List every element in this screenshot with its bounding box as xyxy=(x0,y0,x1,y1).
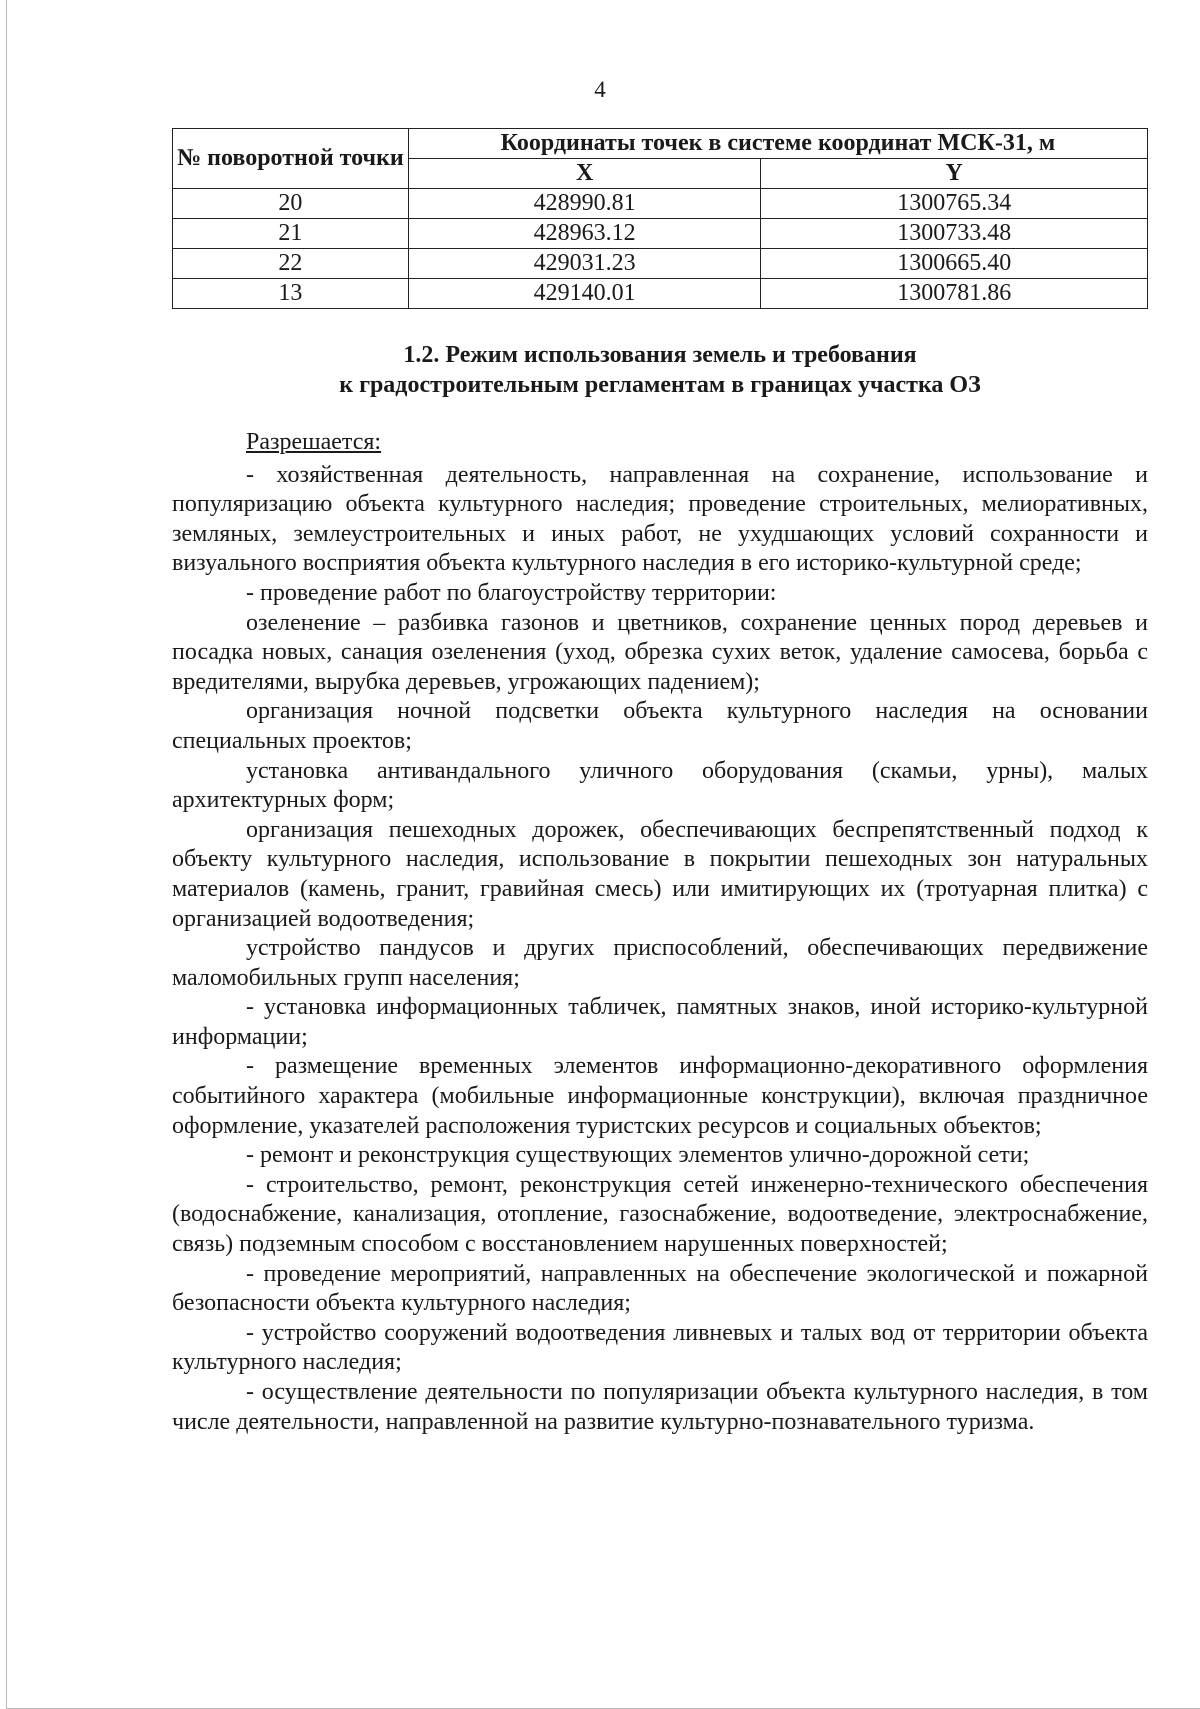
cell-y: 1300733.48 xyxy=(761,219,1148,249)
allowed-label: Разрешается: xyxy=(246,429,382,455)
paragraph: устройство пандусов и других приспособлений, обеспечивающих передвижение маломобильных групп населения; xyxy=(172,935,1148,991)
header-point-number: № поворотной точки xyxy=(173,129,409,189)
cell-point: 22 xyxy=(173,249,409,279)
paragraph: озеленение – разбивка газонов и цветников, сохранение ценных пород деревьев и посадка новых, санация озеленения (уход, обрезка сухих веток, удаление самосева, борьба с вредителями, вырубка деревьев, угрожающих падением); xyxy=(172,609,1148,695)
paragraph: - строительство, ремонт, реконструкция сетей инженерно-технического обеспечения (водоснабжение, канализация, отопление, газоснабжение, водоотведение, электроснабжение, связь) подземным способом с восстановлением нарушенных поверхностей; xyxy=(172,1171,1148,1258)
cell-y: 1300765.34 xyxy=(761,189,1148,219)
header-coordinates: Координаты точек в системе координат МСК-31, м xyxy=(408,129,1147,159)
header-x: X xyxy=(408,159,761,189)
page-number: 4 xyxy=(594,77,606,102)
cell-point: 13 xyxy=(173,279,409,309)
table-row xyxy=(173,189,1148,219)
cell-y: 1300781.86 xyxy=(761,279,1148,309)
paragraph: - размещение временных элементов информационно-декоративного оформления событийного характера (мобильные информационные конструкции), включая праздничное оформление, указателей расположения туристских ресурсов и социальных объектов; xyxy=(172,1053,1148,1139)
paragraph: - проведение мероприятий, направленных на обеспечение экологической и пожарной безопасности объекта культурного наследия; xyxy=(172,1260,1148,1317)
cell-x: 429031.23 xyxy=(408,249,761,279)
section-heading xyxy=(172,340,1148,400)
cell-x: 428963.12 xyxy=(408,219,761,249)
paragraph: установка антивандального уличного оборудования (скамьи, урны), малых архитектурных форм; xyxy=(172,757,1148,814)
paragraph: - устройство сооружений водоотведения ливневых и талых вод от территории объекта культурного наследия; xyxy=(172,1319,1148,1376)
cell-x: 429140.01 xyxy=(408,279,761,309)
table-header-row xyxy=(173,129,1148,159)
paragraph: организация пешеходных дорожек, обеспечивающих беспрепятственный подход к объекту культурного наследия, использование в покрытии пешеходных зон натуральных материалов (камень, гранит, гравийная смесь) или имитирующих их (тротуарная плитка) с организацией водоотведения; xyxy=(172,816,1148,932)
section-body xyxy=(172,428,1148,1437)
paragraph: - установка информационных табличек, памятных знаков, иной историко-культурной информации; xyxy=(172,994,1148,1050)
paragraph: - осуществление деятельности по популяризации объекта культурного наследия, в том числе деятельности, направленной на развитие культурно-познавательного туризма. xyxy=(172,1379,1148,1435)
paragraph: организация ночной подсветки объекта культурного наследия на основании специальных проектов; xyxy=(172,698,1148,754)
header-y: Y xyxy=(761,159,1148,189)
cell-y: 1300665.40 xyxy=(761,249,1148,279)
cell-point: 21 xyxy=(173,219,409,249)
paragraph: - хозяйственная деятельность, направленная на сохранение, использование и популяризацию объекта культурного наследия; проведение строительных, мелиоративных, земляных, землеустроительных и иных работ, не ухудшающих условий сохранности и визуального восприятия объекта культурного наследия в его историко-культурной среде; xyxy=(172,461,1148,577)
section-heading-line-1: 1.2. Режим использования земель и требования xyxy=(403,342,917,368)
cell-x: 428990.81 xyxy=(408,189,761,219)
paragraph: - проведение работ по благоустройству территории: xyxy=(246,579,777,606)
table-row xyxy=(173,279,1148,309)
section-heading-line-2: к градостроительным регламентам в границах участка ОЗ xyxy=(339,372,981,398)
table-row xyxy=(173,249,1148,279)
paragraph: - ремонт и реконструкция существующих элементов улично-дорожной сети; xyxy=(246,1142,1030,1169)
table-row xyxy=(173,219,1148,249)
cell-point: 20 xyxy=(173,189,409,219)
coordinates-table xyxy=(172,128,1148,309)
